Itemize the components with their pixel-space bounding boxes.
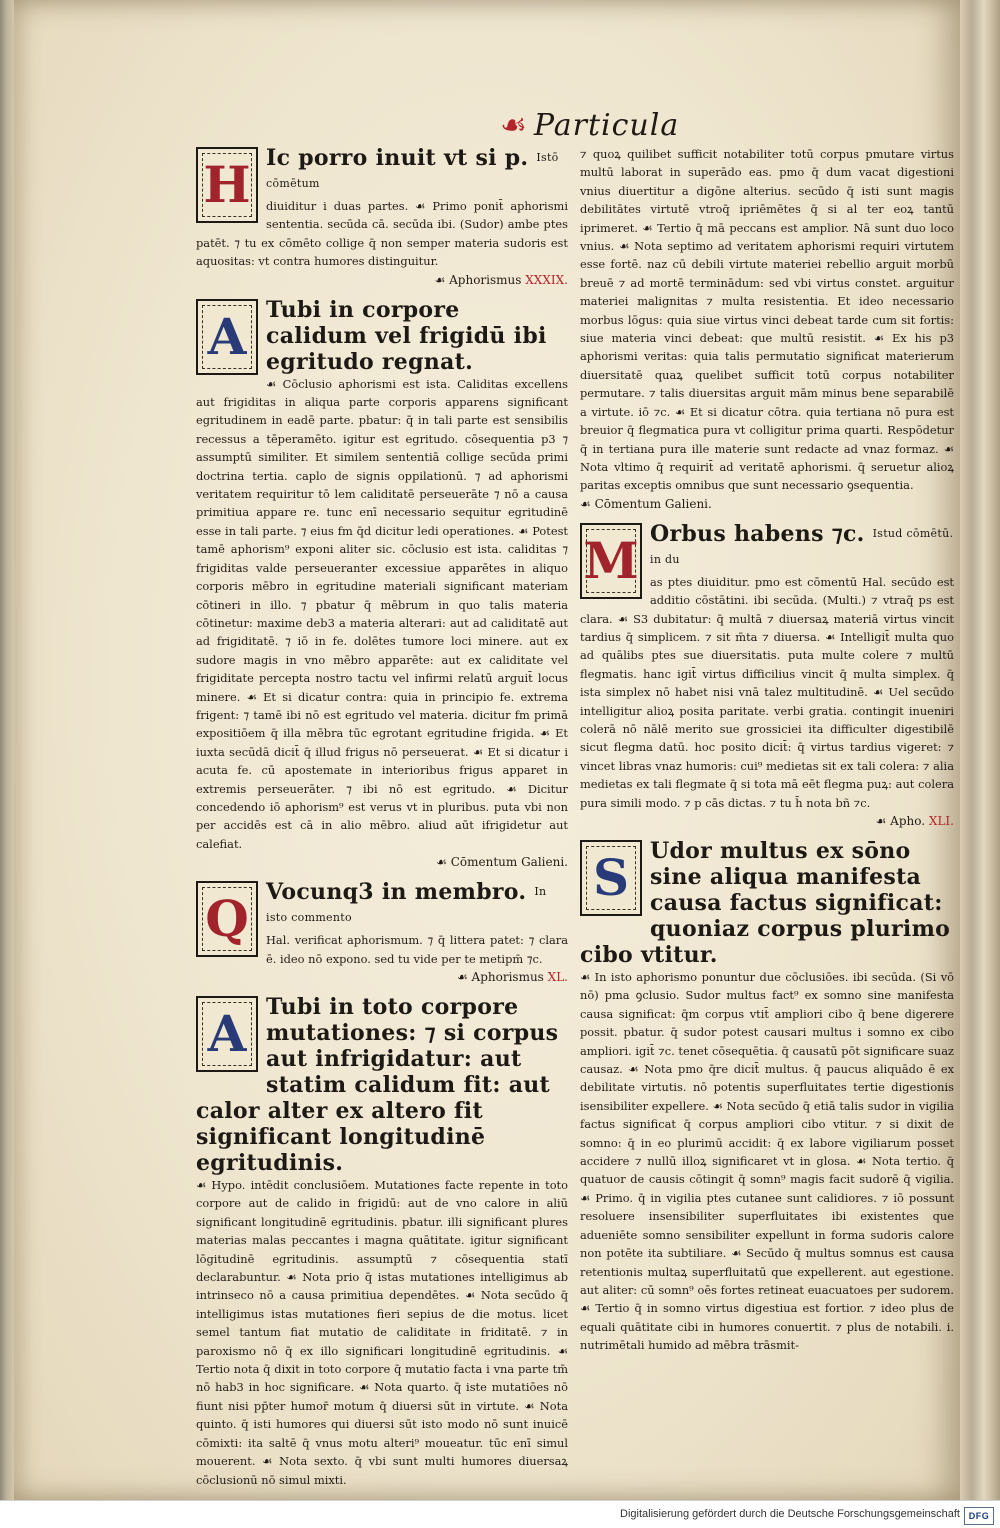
lemma-heading: Ic porro inuit vt si p. $^{Istō cōmētum}$: [266, 145, 559, 190]
rubric-commentary: ☙ Cōmentum Galieni.: [580, 496, 712, 511]
lemma-heading: Tubi in toto corpore mutationes: ⁊ si corpus aut infrigidatur: aut statim calidum fit: aut calor alter ex altero fit significant longitudinē egritudinis.: [196, 994, 559, 1176]
rubric-aphorism: ☙ Apho. XLI.: [875, 814, 954, 828]
left-column: [196, 145, 568, 1497]
decorated-initial: A: [196, 299, 258, 375]
aphorism-number: XXXIX.: [525, 272, 568, 287]
decorated-initial: S: [580, 840, 642, 916]
rubric-aphorism: ☙ Aphorismus XXXIX.: [434, 272, 568, 287]
section-aphorism-40-text: [196, 994, 568, 1489]
lemma-heading: Orbus habens ⁊c. $^{Istud cōmētū. in du}$: [650, 520, 954, 566]
rubric-commentary: ☙ Cōmentum Galieni.: [436, 855, 568, 870]
dfg-logo-icon: DFG: [964, 1507, 994, 1525]
running-head: [500, 108, 679, 143]
section-aphorism-39: [196, 145, 568, 289]
decorated-initial: A: [196, 996, 258, 1072]
commentary-text: Hal. verificat aphorismum. ⁊ q̄ littera patet: ⁊ clara ē. ideo nō expono. sed tu vide per te metipm̄ ⁊c.: [266, 933, 568, 966]
aphorism-number: XL.: [547, 970, 568, 984]
commentary-text: ⁊ quoꝝ quilibet sufficit notabiliter totū corpus pmutare virtus multū laborat in superādo eas. pmo q̄ dum vacat digestioni vnius diuertitur a digōne alterius. secūdo q̄ isti sunt magis debilitātes virtutē vtroq̄ ipriēmētes q̄ si al ter eoꝝ tantū iprimeret. ☙ Tertio q̄ mā peccans est amplior. Nā sunt duo loco vnius. ☙ Nota septimo ad veritatem aphorismi requiri virtutem esse fortē. naz cū debili virtute materiei rebellio arguit morbū breuē ⁊ ad mortē terminādum: sed vbi virtus constet. arguitur materiei malignitas ⁊ multa resistentia. Et ideo necessario morbus lōgus: quia siue virtus vinci debeat tarde cum sit fortis: siue materia vinci debeat: que multū resistit. ☙ Ex his p3 aphorismi veritas: quia talis permutatio significat materierum diuersitatē quaꝝ quelibet sufficit totū corpus notabiliter permutare. ⁊ talis diuersitas arguit mām minus bene separabilē a virtute. iō ⁊c. ☙ Et si dicatur cōtra. quia tertiana nō pura est breuior q̄ flegmatica pura vt colligitur prima quarti. Respōdetur q̄ in tertiana pura ille materie sunt redacte ad vnaz formaz. ☙ Nota vltimo q̄ requirit̄ ad veritatē aphorismi. q̄ seruetur alioꝝ paritas exceptis omnibus que sunt necessario ꝯsequentia.: [580, 147, 954, 493]
commentary-text: ☙ In isto aphorismo ponuntur due cōclusiōes. ibi secūda. (Si vō nō) pma ꝯclusio. Sudor multus fact⁹ ex somno sine manifesta causa significat: q̄m corpus vtit̄ ampliori cibo q̄ bene digerere possit. pbatur. q̄ sudor potest causari multus i somno ex cibo ampliori. igit̄ ⁊c. tenet cōsequētia. q̄ causatū pōt significare suaz causaz. ☙ Nota pmo q̄re dicit̄ multus. q̄ paucus aliquādo ē ex debilitate virtutis. nō potentis superfluitates tertie digestionis isensibiliter expellere. ☙ Nota secūdo q̄ etiā talis sudor in vigilia factus significat q̄ corpus ampliori cibo vtitur. ⁊ si dixit de somno: q̄ in eo plurimū accidit: q̄ ex labore vigiliarum posset accidere ⁊ nullū illoꝝ significaret vt in glosa. ☙ Nota tertio. q̄ quatuor de causis cōtingit q̄ somn⁹ magis facit sudorē q̄ vigilia. ☙ Primo. q̄ in vigilia ptes cutanee sunt calidiores. ⁊ iō possunt resoluere insensibiliter superfluitates ibi existentes que adueniēte somno sensibiliter expellunt in forma sudoris calore non potēte ita subtiliare. ☙ Secūdo q̄ multus somnus est causa retentionis multaꝝ superfluitatū que expellerent. aut egestione. aut aliter: cū somn⁹ oēs fortes retineat euacuatoes per sudorem. ☙ Tertio q̄ in somno virtus digestiua est fortior. ⁊ ideo plus de equali quātitate cibi in humores conuertit. ⁊ plus de notabili. i. nutrimētali humido ad mēbra trāsmit-: [580, 970, 954, 1353]
book-edge-right: [960, 0, 1000, 1500]
page-sheet: [14, 0, 964, 1500]
decorated-initial: Q: [196, 881, 258, 957]
decorated-initial: H: [196, 147, 258, 223]
decorated-initial: M: [580, 523, 642, 599]
margin-note: Istud cōmētū. in du: [650, 526, 954, 566]
section-aphorism-40: [196, 879, 568, 986]
footer-credit: Digitalisierung gefördert durch die Deutsche Forschungsgemeinschaft: [620, 1508, 960, 1520]
commentary-text: ☙ Hypo. intēdit conclusiōem. Mutationes facte repente in toto corpore aut de calido in frigidū: aut de vno calore in aliū significant longitudinē egritudinis. pbatur. illi significant plures materias malas peccantes i magna quātitate. igitur significant lōgitudinē egritudinis. assumptū ⁊ cōsequentia statī declarabuntur. ☙ Nota prio q̄ istas mutationes intelligimus ab intrinseco nō a causa primitiua dependētes. ☙ Nota secūdo q̄ intelligimus istas mutationes fieri sepius de die motus. licet semel tantum fiat mutatio de caliditate in friditatē. ⁊ in paroxismo nō q̄ ex illo significari longitudinē egritudinis. ☙ Tertio nota q̄ dixit in toto corpore q̄ mutatio facta i vna parte tm̄ nō hab3 in hoc significare. ☙ Nota quarto. q̄ iste mutatiōes nō fiunt nisi pp̄ter humor̄ motum q̄ diuersi sūt in virtute. ☙ Nota quinto. q̄ isti humores qui diuersi sūt isto modo nō sunt inuicē cōmixti: ita saltē q̄ vnus motu alteri⁹ moueatur. tūc enī simul mouerent. ☙ Nota sexto. q̄ vbi sunt multi humores diuersaꝝ cōclusionū nō simul mixti.: [196, 1178, 568, 1487]
commentary-text: ☙ Cōclusio aphorismi est ista. Caliditas excellens aut frigiditas in aliqua parte corporis apparens significant egritudinem in eadē parte. pbatur: q̄ in tali parte est sensibilis recessus a tēperamēto. igitur est egritudo. cōsequentia p3 ⁊ assumptū similiter. Et similem sententiā collige secūda primi doctrina tertia. caplo de signis oppilationū. ⁊ ad aphorismi veritatem requiritur tō lem caliditatē perseuerāte ⁊ nō a causa primitiua appare re. tunc enī necessario sequitur egritudinē esse in tali parte. ⁊ eius fm q̄d dicitur ledi operationes. ☙ Potest tamē aphorism⁹ exponi aliter sic. cōclusio est ista. caliditas ⁊ frigiditas valde perseueranter excessiue apparētes in aliquo corporis mēbro in egritudine materiali significant materiam cōtineri in illo. ⁊ pbatur q̄ mēbrum in quo talis materia cōtinetur: maxime deb3 a materia alterari: aut ad caliditatē aut ad frigiditatē. ⁊ iō in fe. dolētes tumore loci minere. aut ex sudore magis in vno mēbro apparēte: aut ex caliditate vel frigiditate percepta nostro tactu vel infirmi relatū arguit̄ locus minere. ☙ Et si dicatur contra: quia in principio fe. extrema frigent: ⁊ tamē ibi nō est egritudo vel materia. dicitur fm primā expositiōem q̄ illa mēbra tūc egrotant egritudine frigida. ☙ Et iuxta secūdā dicit̄ q̄ illud frigus nō perseuerat. ☙ Et si dicatur i acuta fe. cū apostemate in interioribus frigus apparet in extremis perseuerāter. ⁊ ibi nō est egritudo. ☙ Dicitur concedendo iō aphorism⁹ est verus vt in pluribus. puta vbi non per accidēs est cā in alio mēbro. aliud aūt ifrigidetur aut calefiat.: [196, 376, 568, 851]
right-column: [580, 145, 954, 1363]
lemma-heading: Udor multus ex sōno sine aliqua manifesta causa factus significat: quoniaz corpus plurimo cibo vtitur.: [580, 838, 951, 968]
lemma-heading: Vocunq3 in membro. $^{In isto commento}$: [266, 879, 547, 925]
lemma-heading: Tubi in corpore calidum vel frigidū ibi egritudo regnat.: [266, 296, 547, 375]
running-head-text: Particula: [533, 108, 680, 143]
aphorism-number: XLI.: [928, 814, 954, 828]
section-aphorism-41-text: [580, 838, 954, 1355]
commentary-text: as ptes diuiditur. pmo est cōmentū Hal. secūdo est additio cōstātini. ibi secūda. (Multi.) ⁊ vtraq̄ ps est clara. ☙ S3 dubitatur: q̄ multā ⁊ diuersaꝝ materiā virtus vincit tardius q̄ simplicem. ⁊ sit m̄ta ⁊ diuersa. ☙ Intelligit̄ multa quo ad quālibs ptes sue diuersitatis. puta multe colere ⁊ multū flegmatis. hanc igit̄ virtus difficilius vincit q̄ multa simplex. q̄ ista simplex nō habet nisi vnā talez multitudinē. ☙ Uel secūdo intelligitur alioꝝ posita paritate. verbi gratia. contingit inueniri colerā nō nālē merito sue grossiciei ita difficulter digestibilē sicut flegma datū. hoc posito dicit̄: q̄ virtus tardius vigeret: ⁊ vincet libras vnaz humoris: cui⁹ medietas sit ex tali colera: ⁊ alia medietas ex tali flegmate q̄ si tota mā eēt flegma puꝝ: aut colera pura simili modo. ⁊ p cās dictas. ⁊ tu h̄ nota bñ ⁊c.: [580, 574, 954, 810]
margin-note: Istō cōmētum: [266, 151, 559, 190]
section-continued-commentary: [580, 145, 954, 513]
section-aphorism-39-text: [196, 297, 568, 872]
section-aphorism-41: [580, 521, 954, 830]
margin-note: In isto commento: [266, 885, 547, 925]
rubric-aphorism: ☙ Aphorismus XL.: [456, 970, 568, 984]
running-head-mark: ☙: [500, 108, 528, 143]
commentary-text: diuiditur i duas partes. ☙ Primo ponit̄ aphorismi sententia. secūda cā. secūda ibi. (Sudor) ambe ptes patēt. ⁊ tu ex cōmēto collige q̄ non semper materia sudoris est aquositas: vt contra humores distinguitur.: [196, 199, 568, 269]
footer-bar: [0, 1500, 1000, 1528]
